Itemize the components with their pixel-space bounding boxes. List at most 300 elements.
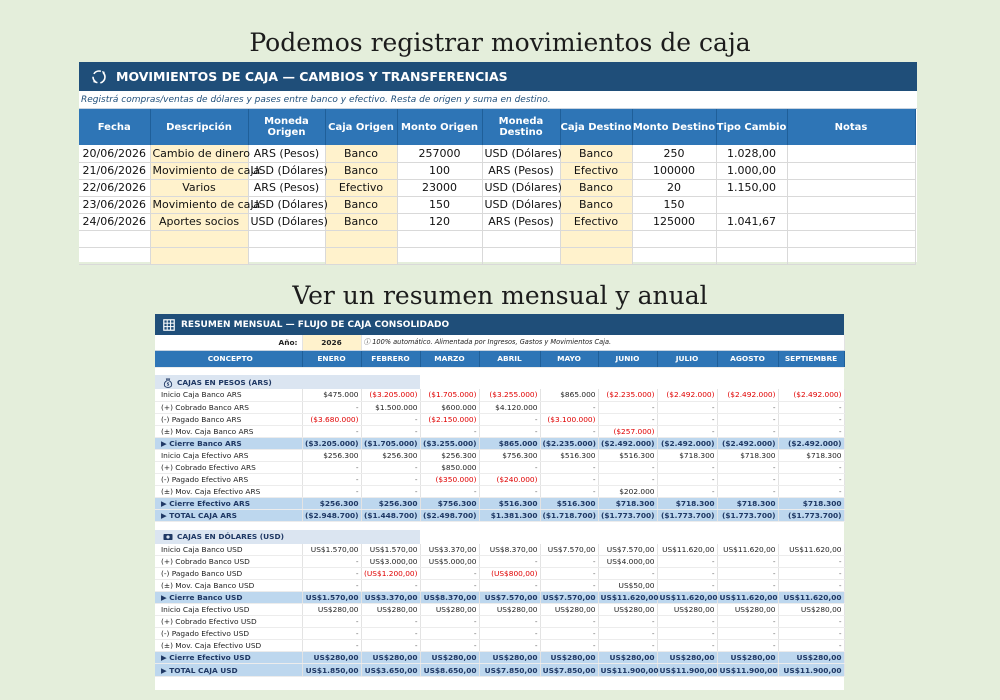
month-value: - [361, 580, 420, 592]
month-value: $718.300 [657, 449, 717, 461]
concepto-header: CONCEPTO [155, 350, 302, 367]
month-value: ($2.492.000) [657, 389, 717, 401]
month-header: JUNIO [598, 350, 657, 367]
month-value: US$7.570,00 [479, 592, 540, 604]
month-value: - [361, 473, 420, 485]
spacer-row [155, 522, 844, 530]
movimiento-cell[interactable] [560, 230, 632, 247]
month-value: - [479, 485, 540, 497]
month-value: US$7.850,00 [479, 664, 540, 676]
concept-label: ▶ Cierre Efectivo USD [155, 652, 302, 664]
month-value: US$280,00 [657, 604, 717, 616]
month-value: - [598, 616, 657, 628]
movimiento-cell[interactable]: Efectivo [325, 179, 397, 196]
movimiento-cell[interactable]: Banco [560, 196, 632, 213]
movimiento-cell[interactable]: Efectivo [560, 162, 632, 179]
movimiento-cell[interactable] [560, 247, 632, 264]
month-value: - [540, 616, 598, 628]
month-value: - [657, 556, 717, 568]
month-value: US$7.850,00 [540, 664, 598, 676]
movimiento-cell[interactable] [632, 247, 716, 264]
spacer-row [155, 367, 844, 375]
spacer-cell [155, 367, 844, 375]
concept-label: ▶ TOTAL CAJA ARS [155, 509, 302, 521]
month-value: - [598, 473, 657, 485]
concept-label: Inicio Caja Efectivo ARS [155, 449, 302, 461]
month-value: US$280,00 [657, 652, 717, 664]
month-value: ($2.235.000) [540, 437, 598, 449]
month-value: ($1.773.700) [598, 509, 657, 521]
month-value: - [657, 568, 717, 580]
month-value: - [540, 628, 598, 640]
month-value: - [479, 628, 540, 640]
concept-row [155, 401, 844, 413]
month-value: $865.000 [540, 389, 598, 401]
column-header[interactable]: Fecha [79, 109, 150, 145]
movimiento-cell[interactable] [632, 230, 716, 247]
month-value: - [420, 485, 479, 497]
month-value: US$280,00 [778, 652, 844, 664]
heading-movimientos: Podemos registrar movimientos de caja [249, 28, 751, 57]
movimiento-cell[interactable] [787, 230, 915, 247]
movimiento-cell[interactable]: 150 [397, 196, 482, 213]
movimiento-cell[interactable] [787, 213, 915, 230]
movimiento-cell[interactable] [150, 230, 248, 247]
month-value: - [598, 568, 657, 580]
month-value: US$280,00 [598, 652, 657, 664]
concept-row [155, 604, 844, 616]
movimiento-cell[interactable]: ARS (Pesos) [248, 179, 325, 196]
month-value: US$11.900,00 [778, 664, 844, 676]
concept-label: (+) Cobrado Banco USD [155, 556, 302, 568]
movimiento-cell[interactable]: ARS (Pesos) [248, 145, 325, 162]
concept-row [155, 568, 844, 580]
month-value: - [657, 628, 717, 640]
month-value: $256.300 [361, 497, 420, 509]
month-value: - [657, 425, 717, 437]
concept-row [155, 580, 844, 592]
movimiento-cell[interactable]: Movimiento de caja [150, 162, 248, 179]
movimiento-cell[interactable]: 100 [397, 162, 482, 179]
month-value: $4.120.000 [479, 401, 540, 413]
auto-note: ⓘ 100% automático. Alimentada por Ingresos, Gastos y Movimientos Caja. [361, 335, 844, 350]
movimiento-cell[interactable]: USD (Dólares) [482, 145, 560, 162]
month-value: US$11.620,00 [657, 592, 717, 604]
movimiento-cell[interactable]: 20 [632, 179, 716, 196]
movimiento-row [79, 196, 915, 213]
month-value: US$280,00 [361, 604, 420, 616]
month-value: US$280,00 [540, 652, 598, 664]
movimiento-cell[interactable]: 120 [397, 213, 482, 230]
movimiento-cell[interactable] [397, 247, 482, 264]
spacer-cell [155, 522, 844, 530]
movimiento-cell[interactable]: ARS (Pesos) [482, 162, 560, 179]
month-value: - [420, 640, 479, 652]
month-value: - [479, 580, 540, 592]
column-header[interactable]: Moneda Origen [248, 109, 325, 145]
month-value: - [778, 616, 844, 628]
concept-row [155, 640, 844, 652]
month-value: - [302, 425, 361, 437]
concept-label: Inicio Caja Banco USD [155, 544, 302, 556]
month-value: - [361, 628, 420, 640]
movimiento-cell[interactable] [325, 247, 397, 264]
movimiento-cell[interactable] [150, 247, 248, 264]
month-value: - [598, 640, 657, 652]
movimiento-cell[interactable]: Banco [325, 145, 397, 162]
month-value: ($240.000) [479, 473, 540, 485]
money-bag-icon [163, 378, 173, 388]
calendar-grid-icon [163, 319, 175, 331]
month-value: - [657, 413, 717, 425]
month-value: - [717, 580, 778, 592]
movimiento-cell[interactable] [787, 162, 915, 179]
month-value: ($1.773.700) [717, 509, 778, 521]
month-value: $475.000 [302, 389, 361, 401]
section-filler [420, 530, 844, 544]
month-value: - [302, 556, 361, 568]
movimiento-cell[interactable]: 1.150,00 [716, 179, 787, 196]
month-value: - [540, 425, 598, 437]
month-value: - [717, 413, 778, 425]
movimiento-cell[interactable]: Varios [150, 179, 248, 196]
month-value: $850.000 [420, 461, 479, 473]
month-value: ($3.205.000) [361, 389, 420, 401]
movimiento-cell[interactable] [716, 196, 787, 213]
movimiento-row [79, 213, 915, 230]
month-value: US$8.370,00 [420, 592, 479, 604]
movimiento-cell[interactable]: ARS (Pesos) [482, 213, 560, 230]
month-value: - [361, 461, 420, 473]
month-value: US$280,00 [717, 604, 778, 616]
month-value: - [540, 485, 598, 497]
month-value: US$7.570,00 [540, 592, 598, 604]
month-header: ENERO [302, 350, 361, 367]
month-value: - [717, 616, 778, 628]
month-value: - [657, 401, 717, 413]
month-value: US$280,00 [420, 652, 479, 664]
month-value: - [717, 568, 778, 580]
month-value: - [717, 461, 778, 473]
month-value: US$11.900,00 [717, 664, 778, 676]
month-value: US$11.620,00 [657, 544, 717, 556]
movimiento-cell[interactable] [397, 230, 482, 247]
concept-row [155, 425, 844, 437]
month-value: $600.000 [420, 401, 479, 413]
concept-label: ▶ TOTAL CAJA USD [155, 664, 302, 676]
movimiento-cell[interactable]: 257000 [397, 145, 482, 162]
month-value: - [420, 628, 479, 640]
month-value: - [778, 413, 844, 425]
month-value: US$11.620,00 [778, 592, 844, 604]
month-value: ($2.492.000) [778, 389, 844, 401]
movimiento-cell[interactable]: 150 [632, 196, 716, 213]
month-value: US$4.000,00 [598, 556, 657, 568]
movimiento-cell[interactable]: USD (Dólares) [248, 162, 325, 179]
month-value: - [778, 556, 844, 568]
concept-row [155, 461, 844, 473]
movimiento-cell[interactable]: USD (Dólares) [248, 213, 325, 230]
movimiento-cell[interactable]: Aportes socios [150, 213, 248, 230]
month-value: $718.300 [717, 449, 778, 461]
movimiento-cell[interactable]: Efectivo [560, 213, 632, 230]
movimiento-row [79, 162, 915, 179]
movimiento-row [79, 145, 915, 162]
month-value: ($1.773.700) [657, 509, 717, 521]
month-value: US$280,00 [479, 652, 540, 664]
column-header[interactable]: Moneda Destino [482, 109, 560, 145]
column-header[interactable]: Tipo Cambio [716, 109, 787, 145]
movimiento-cell[interactable]: USD (Dólares) [482, 196, 560, 213]
concept-label: (±) Mov. Caja Efectivo USD [155, 640, 302, 652]
month-value: $718.300 [598, 497, 657, 509]
month-value: - [540, 640, 598, 652]
movimiento-cell[interactable]: USD (Dólares) [482, 179, 560, 196]
movimiento-cell[interactable]: Banco [325, 196, 397, 213]
month-value: - [361, 413, 420, 425]
month-value: $718.300 [778, 497, 844, 509]
column-header[interactable]: Monto Destino [632, 109, 716, 145]
month-value: US$280,00 [302, 652, 361, 664]
month-value: - [302, 568, 361, 580]
movimientos-title-bar [79, 62, 917, 91]
movimiento-cell[interactable] [325, 230, 397, 247]
month-value: $865.000 [479, 437, 540, 449]
section-header-row [155, 530, 844, 544]
heading-resumen: Ver un resumen mensual y anual [292, 281, 708, 310]
month-value: - [420, 425, 479, 437]
month-value: - [657, 616, 717, 628]
movimiento-cell[interactable]: 20/06/2026 [79, 145, 150, 162]
month-value: $256.300 [361, 449, 420, 461]
month-value: US$11.620,00 [778, 544, 844, 556]
month-value: - [657, 580, 717, 592]
month-value: - [540, 568, 598, 580]
month-value: ($2.498.700) [420, 509, 479, 521]
month-value: US$11.620,00 [717, 592, 778, 604]
month-value: - [302, 485, 361, 497]
movimiento-cell[interactable]: Banco [560, 179, 632, 196]
month-header: ABRIL [479, 350, 540, 367]
month-value: ($1.448.700) [361, 509, 420, 521]
month-value: ($2.150.000) [420, 413, 479, 425]
dollar-bill-icon [163, 532, 173, 542]
concept-row [155, 413, 844, 425]
month-value: ($3.205.000) [302, 437, 361, 449]
month-value: US$1.570,00 [361, 544, 420, 556]
month-value: ($2.492.000) [717, 389, 778, 401]
movimiento-cell[interactable] [482, 230, 560, 247]
month-value: $516.300 [598, 449, 657, 461]
month-value: US$11.900,00 [657, 664, 717, 676]
movimiento-cell[interactable] [787, 247, 915, 264]
section-title-text: CAJAS EN PESOS (ARS) [177, 377, 272, 387]
month-value: - [361, 640, 420, 652]
concept-row [155, 473, 844, 485]
month-value: $718.300 [717, 497, 778, 509]
month-value: - [778, 580, 844, 592]
movimiento-cell[interactable]: 22/06/2026 [79, 179, 150, 196]
month-value: - [778, 473, 844, 485]
month-header: FEBRERO [361, 350, 420, 367]
month-value: $256.300 [302, 449, 361, 461]
month-value: - [302, 616, 361, 628]
movimiento-cell[interactable]: 1.000,00 [716, 162, 787, 179]
movimiento-cell[interactable] [716, 247, 787, 264]
concept-row [155, 556, 844, 568]
movimiento-cell[interactable] [79, 247, 150, 264]
month-value: US$3.370,00 [420, 544, 479, 556]
movimiento-cell[interactable]: USD (Dólares) [248, 196, 325, 213]
month-value: ($2.492.000) [778, 437, 844, 449]
month-value: - [479, 556, 540, 568]
month-value: - [657, 640, 717, 652]
movimiento-cell[interactable]: 250 [632, 145, 716, 162]
movimiento-cell[interactable]: Cambio de dinero [150, 145, 248, 162]
month-value: US$280,00 [778, 604, 844, 616]
total-row [155, 664, 844, 676]
month-value: - [657, 485, 717, 497]
month-value: - [540, 556, 598, 568]
column-header[interactable]: Caja Destino [560, 109, 632, 145]
section-title-text: CAJAS EN DÓLARES (USD) [177, 532, 285, 542]
month-header: SEPTIEMBRE [778, 350, 844, 367]
movimiento-cell[interactable]: Banco [325, 213, 397, 230]
section-filler [420, 375, 844, 389]
month-value: US$3.370,00 [361, 592, 420, 604]
movimiento-row [79, 247, 915, 264]
month-value: US$11.900,00 [598, 664, 657, 676]
movimiento-cell[interactable] [248, 247, 325, 264]
resumen-header-row [155, 350, 844, 367]
movimiento-cell[interactable]: 23/06/2026 [79, 196, 150, 213]
movimiento-cell[interactable]: 1.028,00 [716, 145, 787, 162]
month-value: US$8.370,00 [479, 544, 540, 556]
movimiento-cell[interactable]: 1.041,67 [716, 213, 787, 230]
month-value: - [361, 616, 420, 628]
year-input[interactable]: 2026 [302, 335, 361, 350]
section-title [155, 530, 420, 544]
month-value: US$8.650,00 [420, 664, 479, 676]
month-value: - [540, 473, 598, 485]
month-value: $756.300 [420, 497, 479, 509]
movimiento-cell[interactable]: 21/06/2026 [79, 162, 150, 179]
month-value: - [598, 413, 657, 425]
concept-row [155, 449, 844, 461]
month-value: - [420, 580, 479, 592]
movimientos-subtitle: Registrá compras/ventas de dólares y pases entre banco y efectivo. Resta de origen y suma en destino. [79, 91, 917, 109]
month-value: - [479, 461, 540, 473]
concept-row [155, 485, 844, 497]
movimiento-row [79, 230, 915, 247]
section-header-row [155, 375, 844, 389]
month-value: US$280,00 [420, 604, 479, 616]
concept-label: (+) Cobrado Efectivo USD [155, 616, 302, 628]
month-value: - [479, 640, 540, 652]
movimiento-cell[interactable] [787, 196, 915, 213]
month-value: $516.300 [540, 497, 598, 509]
month-value: $718.300 [657, 497, 717, 509]
month-value: - [717, 401, 778, 413]
month-value: US$1.850,00 [302, 664, 361, 676]
movimiento-cell[interactable] [716, 230, 787, 247]
section-title [155, 375, 420, 389]
month-value: - [479, 425, 540, 437]
month-value: - [778, 401, 844, 413]
movimientos-caja-panel [79, 62, 917, 262]
movimiento-cell[interactable]: 100000 [632, 162, 716, 179]
column-header[interactable]: Caja Origen [325, 109, 397, 145]
year-label: Año: [155, 335, 302, 350]
month-value: $516.300 [479, 497, 540, 509]
concept-label: (-) Pagado Efectivo USD [155, 628, 302, 640]
concept-label: (±) Mov. Caja Banco USD [155, 580, 302, 592]
movimiento-cell[interactable]: 23000 [397, 179, 482, 196]
concept-label: (-) Pagado Efectivo ARS [155, 473, 302, 485]
movimiento-cell[interactable]: 125000 [632, 213, 716, 230]
movimiento-cell[interactable]: Banco [560, 145, 632, 162]
movimiento-cell[interactable] [787, 145, 915, 162]
movimientos-table [79, 109, 916, 265]
month-value: - [420, 616, 479, 628]
month-value: - [598, 628, 657, 640]
year-selector-row [155, 335, 844, 350]
month-value: $1.500.000 [361, 401, 420, 413]
column-header[interactable]: Monto Origen [397, 109, 482, 145]
month-value: - [778, 461, 844, 473]
month-value: - [717, 640, 778, 652]
month-value: US$11.620,00 [717, 544, 778, 556]
month-value: $718.300 [778, 449, 844, 461]
concept-label: (±) Mov. Caja Banco ARS [155, 425, 302, 437]
month-value: $256.300 [302, 497, 361, 509]
month-value: ($1.773.700) [778, 509, 844, 521]
month-value: US$3.000,00 [361, 556, 420, 568]
month-value: - [540, 401, 598, 413]
concept-label: ▶ Cierre Banco ARS [155, 437, 302, 449]
month-value: ($1.705.000) [361, 437, 420, 449]
month-value: - [420, 568, 479, 580]
month-value: ($2.948.700) [302, 509, 361, 521]
movimiento-cell[interactable] [79, 230, 150, 247]
movimiento-cell[interactable]: Movimiento de caja [150, 196, 248, 213]
resumen-title: RESUMEN MENSUAL — FLUJO DE CAJA CONSOLIDADO [181, 319, 450, 330]
month-value: US$3.650,00 [361, 664, 420, 676]
month-value: - [778, 628, 844, 640]
month-value: $756.300 [479, 449, 540, 461]
month-value: ($2.235.000) [598, 389, 657, 401]
movimiento-cell[interactable] [787, 179, 915, 196]
svg-text:$: $ [166, 381, 170, 387]
concept-row [155, 628, 844, 640]
month-value: - [302, 580, 361, 592]
month-value: ($2.492.000) [657, 437, 717, 449]
movimiento-cell[interactable]: 24/06/2026 [79, 213, 150, 230]
movimiento-cell[interactable]: Banco [325, 162, 397, 179]
month-value: ($257.000) [598, 425, 657, 437]
movimiento-cell[interactable] [482, 247, 560, 264]
column-header[interactable]: Descripción [150, 109, 248, 145]
month-value: ($3.680.000) [302, 413, 361, 425]
month-value: $256.300 [420, 449, 479, 461]
column-header[interactable]: Notas [787, 109, 915, 145]
month-value: ($1.705.000) [420, 389, 479, 401]
month-value: US$50,00 [598, 580, 657, 592]
movimiento-cell[interactable] [248, 230, 325, 247]
month-value: - [479, 413, 540, 425]
month-value: ($2.492.000) [598, 437, 657, 449]
month-value: - [778, 640, 844, 652]
